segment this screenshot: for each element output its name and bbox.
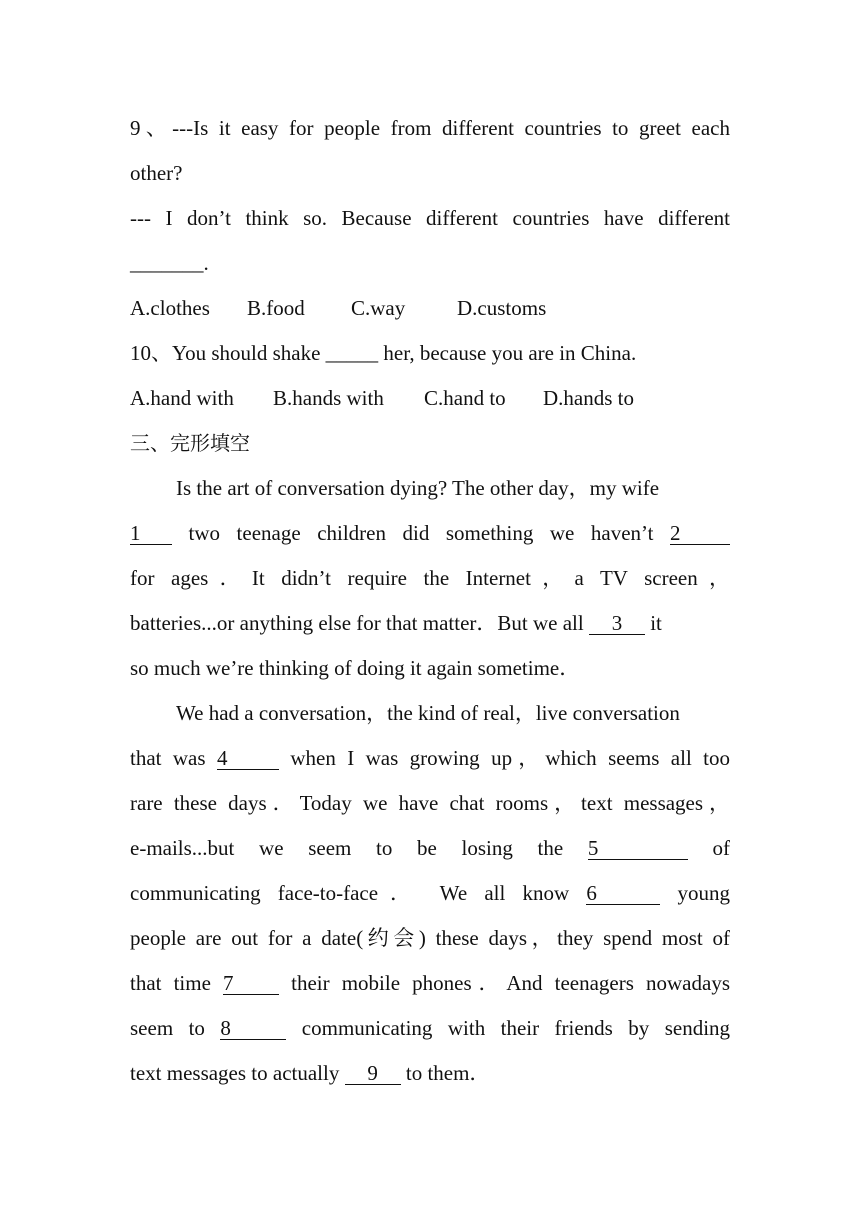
passage-line-8: rare these days．Today we have chat rooms，text messages， (130, 791, 730, 815)
option-c: C.way (351, 296, 406, 320)
blank-2: 2 (670, 522, 730, 545)
passage-line-10: communicating face-to-face． We all know 6 young (130, 881, 731, 905)
option-b: B.hands with (273, 386, 384, 410)
passage-line-4: batteries...or anything else for that matter．But we all 3 it (130, 611, 662, 635)
passage-line-3: for ages．It didn’t require the Internet，a TV screen， (130, 566, 730, 590)
blank-5: 5 (588, 837, 688, 860)
document-page (130, 108, 730, 1098)
passage-line-12: that time 7 their mobile phones．And teenagers nowadays (130, 971, 730, 995)
question-9-blank: _______ (130, 251, 204, 275)
passage-line-14: text messages to actually 9 to them． (130, 1061, 491, 1085)
blank-7: 7 (223, 972, 279, 995)
passage-line-7: that was 4 when I was growing up，which seems all too (130, 746, 731, 770)
question-9-blank-line (130, 243, 730, 288)
option-b: B.food (247, 296, 305, 320)
passage-line-9: e-mails...but we seem to be losing the 5 of (130, 836, 731, 860)
question-9-line-3: --- I don’t think so. Because different countries have different (130, 206, 730, 230)
blank-8: 8 (220, 1017, 286, 1040)
option-c: C.hand to (424, 386, 506, 410)
question-9-line-1: 9、---Is it easy for people from different countries to greet each (130, 116, 730, 140)
passage-line-2: 1 two teenage children did something we haven’t 2 (130, 513, 730, 558)
question-9-line-2: other? (130, 161, 183, 185)
passage-line-1: Is the art of conversation dying? The other day，my wife (176, 476, 660, 500)
option-a: A.clothes (130, 296, 210, 320)
question-9-end: . (203, 251, 209, 275)
section-title: 三、完形填空 (130, 431, 250, 455)
blank-3: 3 (589, 612, 645, 635)
blank-9: 9 (345, 1062, 401, 1085)
blank-4: 4 (217, 747, 279, 770)
blank-1: 1 (130, 522, 172, 545)
question-9-options (130, 288, 730, 333)
question-10-post: her, because you are in China. (378, 341, 637, 365)
passage-line-5: so much we’re thinking of doing it again sometime． (130, 656, 581, 680)
question-10-options (130, 378, 730, 423)
passage-line-11: people are out for a date(约会) these days，they spend most of (130, 926, 730, 950)
blank-6: 6 (586, 882, 660, 905)
option-d: D.customs (457, 296, 547, 320)
question-10 (130, 333, 730, 378)
passage-line-6: We had a conversation，the kind of real，live conversation (176, 701, 680, 725)
option-a: A.hand with (130, 386, 234, 410)
option-d: D.hands to (543, 386, 634, 410)
passage-line-13: seem to 8 communicating with their friends by sending (130, 1016, 731, 1040)
question-10-blank: _____ (325, 341, 379, 365)
question-10-pre: 10、You should shake (130, 341, 326, 365)
